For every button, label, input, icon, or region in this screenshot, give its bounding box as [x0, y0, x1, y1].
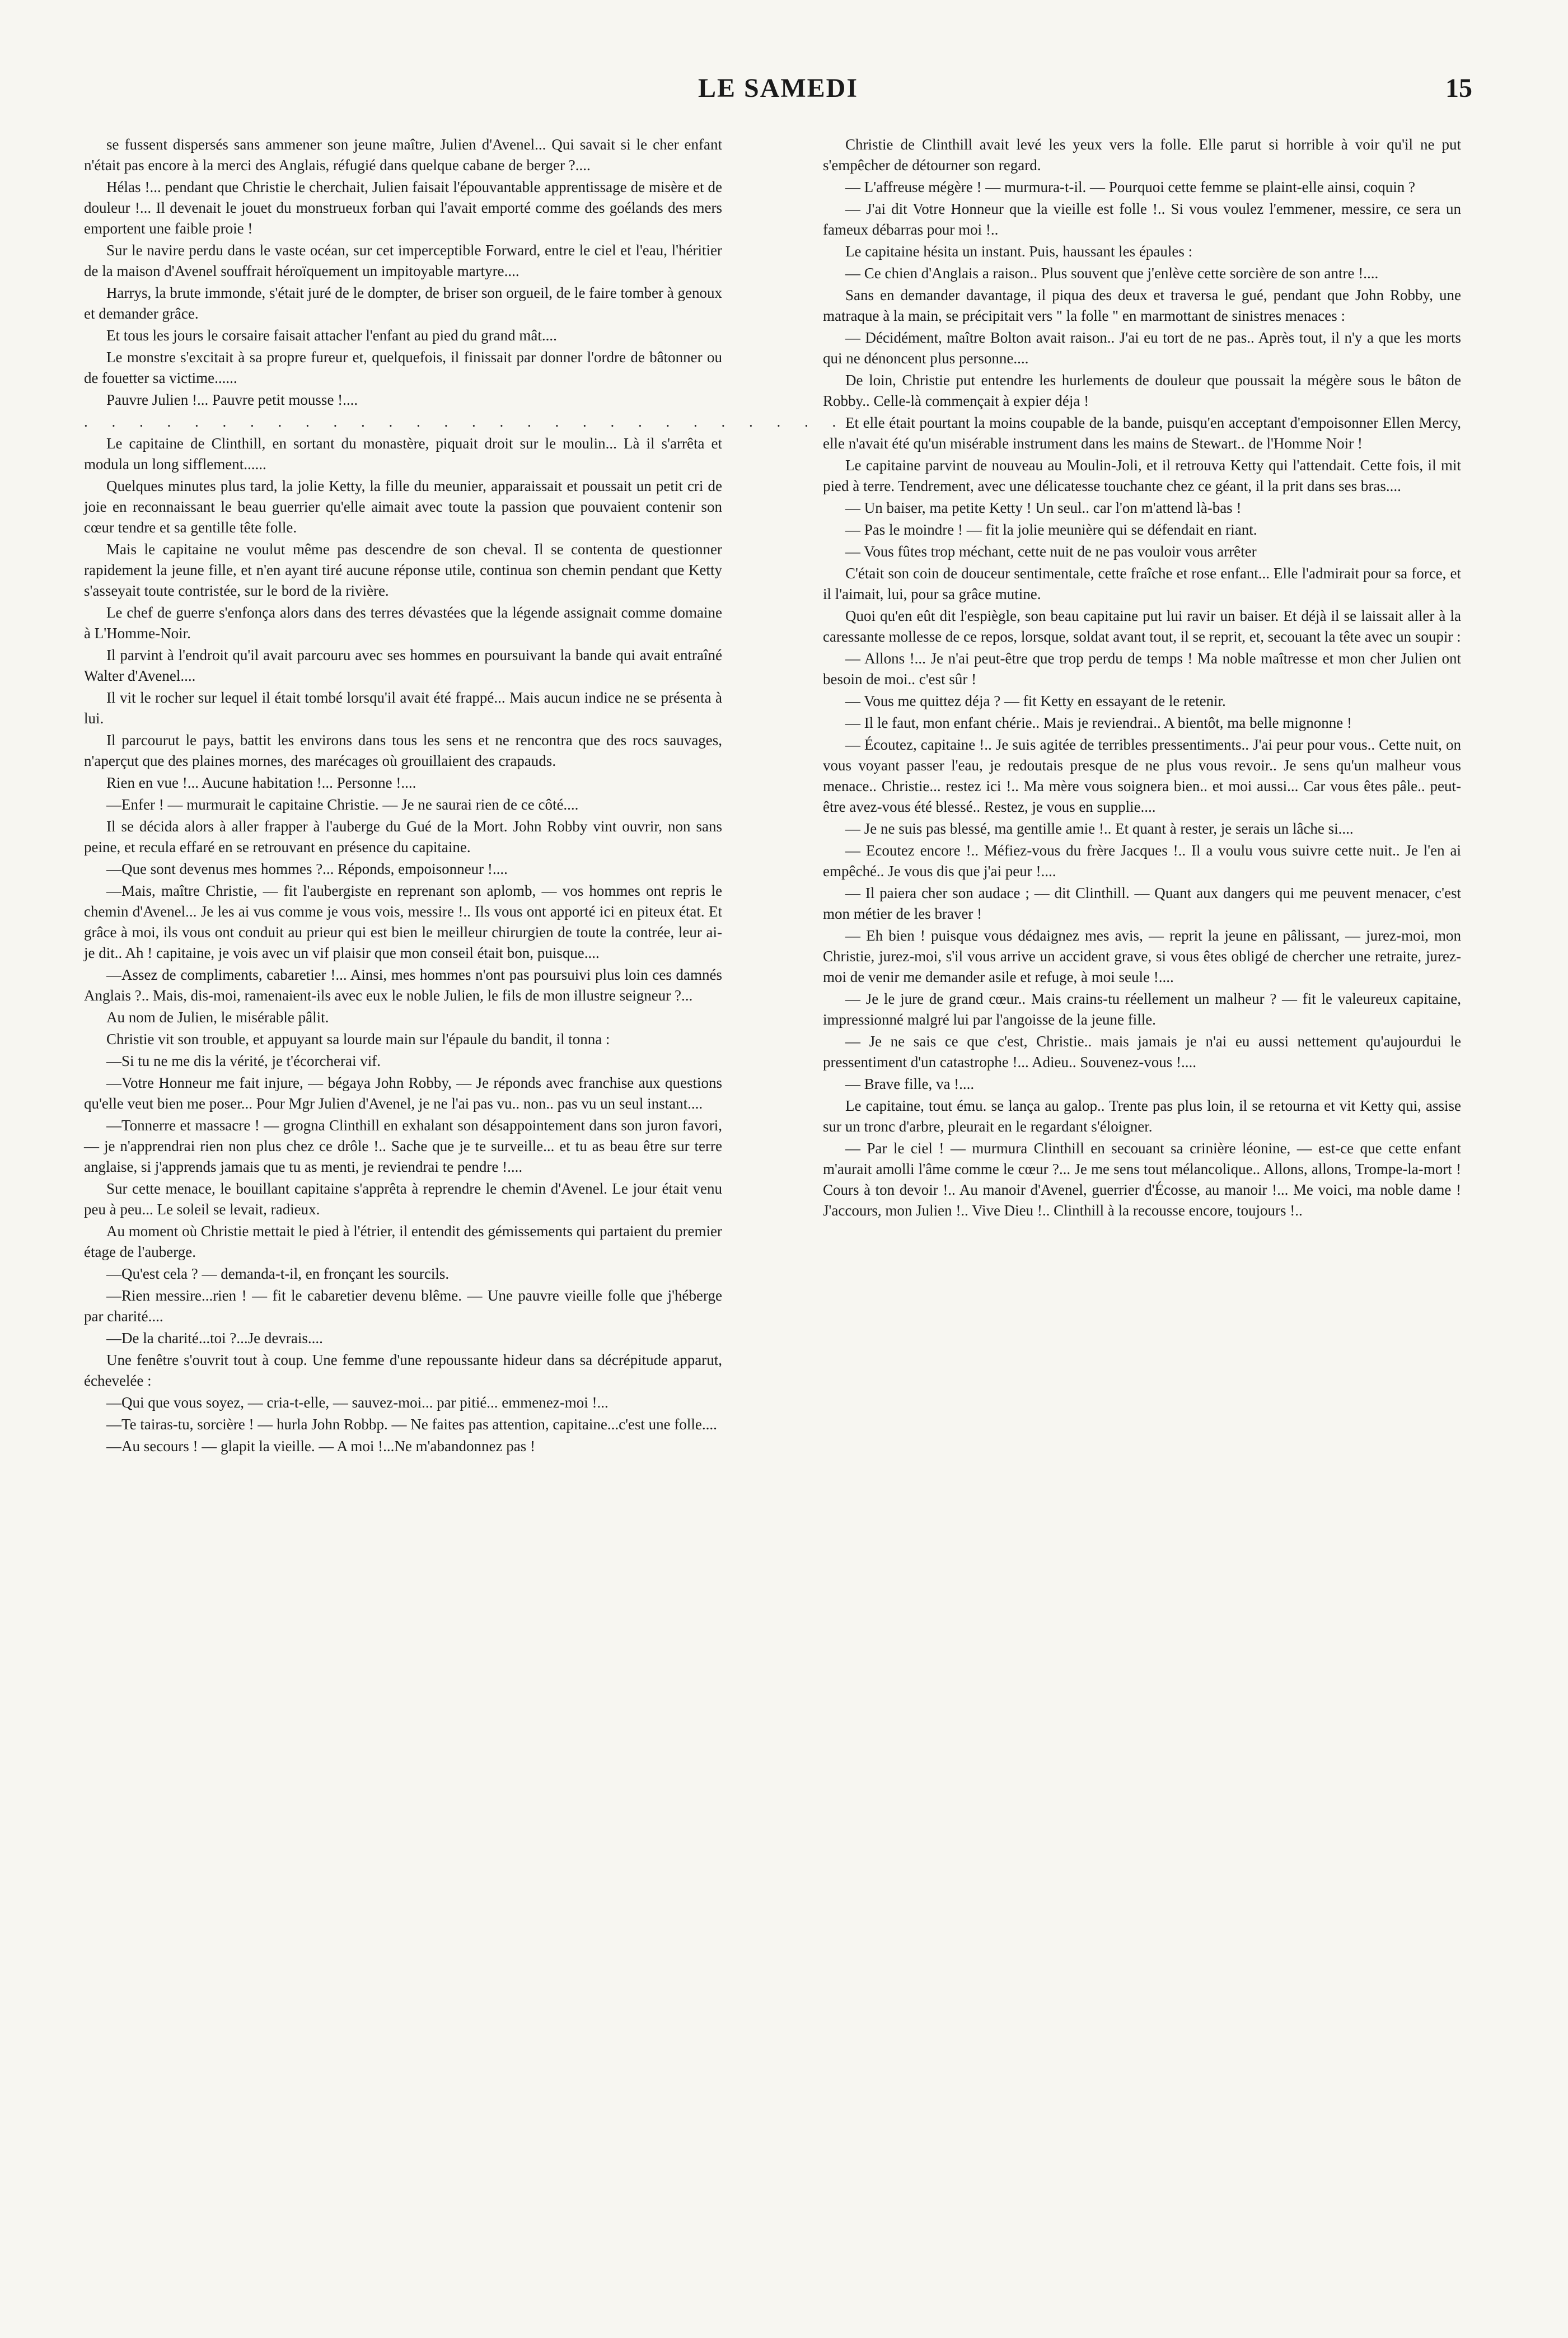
- paragraph: Rien en vue !... Aucune habitation !... Personne !....: [106, 774, 416, 791]
- right-column: [823, 134, 1461, 1222]
- paragraph: Le capitaine de Clinthill, en sortant du monastère, piquait droit sur le moulin... Là il s'arrêta et modula un long sifflement......: [84, 435, 722, 473]
- paragraph: — L'affreuse mégère ! — murmura-t-il. — Pourquoi cette femme se plaint-elle ainsi, coquin ?: [845, 179, 1416, 195]
- paragraph: — J'ai dit Votre Honneur que la vieille est folle !.. Si vous voulez l'emmener, messire, ce sera un fameux débarras pour moi !..: [823, 200, 1461, 238]
- paragraph: —Au secours ! — glapit la vieille. — A moi !...Ne m'abandonnez pas !: [106, 1438, 535, 1455]
- paragraph: Il vit le rocher sur lequel il était tombé lorsqu'il avait été frappé... Mais aucun indice ne se présenta à lui.: [84, 689, 722, 727]
- paragraph: Au nom de Julien, le misérable pâlit.: [106, 1009, 329, 1026]
- paragraph: Il se décida alors à aller frapper à l'auberge du Gué de la Mort. John Robby vint ouvrir, non sans peine, et recula effaré en se retrouvant en présence du capitaine.: [84, 818, 722, 855]
- left-column: [84, 134, 846, 1458]
- paragraph: Et tous les jours le corsaire faisait attacher l'enfant au pied du grand mât....: [106, 327, 557, 344]
- paragraph: —Rien messire...rien ! — fit le cabaretier devenu blême. — Une pauvre vieille folle que j'héberge par charité....: [84, 1287, 722, 1325]
- paragraph: —Qui que vous soyez, — cria-t-elle, — sauvez-moi... par pitié... emmenez-moi !...: [106, 1394, 609, 1411]
- paragraph: —Qu'est cela ? — demanda-t-il, en fronçant les sourcils.: [106, 1265, 450, 1282]
- paragraph: Une fenêtre s'ouvrit tout à coup. Une femme d'une repoussante hideur dans sa décrépitude apparut, échevelée :: [84, 1352, 722, 1389]
- page-header: [84, 73, 1472, 106]
- paragraph: — Eh bien ! puisque vous dédaignez mes avis, — reprit la jeune en pâlissant, — jurez-moi, mon Christie, jurez-moi, s'il vous arrive un accident grave, si vous êtes obligé de chercher une retraite, jurez-moi de venir me demander asile et refuge, à moi seule !....: [823, 927, 1461, 985]
- paragraph: C'était son coin de douceur sentimentale, cette fraîche et rose enfant... Elle l'admirait pour sa force, et il l'aimait, lui, pour sa grâce mutine.: [823, 565, 1461, 602]
- paragraph: Au moment où Christie mettait le pied à l'étrier, il entendit des gémissements qui partaient du premier étage de l'auberge.: [84, 1223, 722, 1260]
- paragraph: —Te tairas-tu, sorcière ! — hurla John Robbp. — Ne faites pas attention, capitaine...c'est une folle....: [106, 1416, 717, 1433]
- paragraph: Le chef de guerre s'enfonça alors dans des terres dévastées que la légende assignait comme domaine à L'Homme-Noir.: [84, 604, 722, 642]
- paragraph: Christie vit son trouble, et appuyant sa lourde main sur l'épaule du bandit, il tonna :: [106, 1031, 610, 1048]
- page-title: LE SAMEDI: [698, 73, 859, 103]
- paragraph: Le capitaine, tout ému. se lança au galop.. Trente pas plus loin, il se retourna et vit Ketty qui, assise sur un tronc d'arbre, pleurait en le regardant s'éloigner.: [823, 1097, 1461, 1135]
- paragraph: Le monstre s'excitait à sa propre fureur et, quelquefois, il finissait par donner l'ordre de bâtonner ou de fouetter sa victime......: [84, 349, 722, 386]
- paragraph: — Brave fille, va !....: [845, 1076, 975, 1092]
- paragraph: —Tonnerre et massacre ! — grogna Clinthill en exhalant son désappointement dans son juron favori, — je n'apprendrai rien non plus chez ce drôle !.. Sache que je te surveille... et tu as beau être sur terre anglaise, si j'apprends jamais que tu as menti, je reviendrai te pendre !....: [84, 1117, 722, 1175]
- paragraph: Sur le navire perdu dans le vaste océan, sur cet imperceptible Forward, entre le ciel et l'eau, l'héritier de la maison d'Avenel souffrait héroïquement un impitoyable martyre....: [84, 242, 722, 279]
- paragraph: —Mais, maître Christie, — fit l'aubergiste en reprenant son aplomb, — vos hommes ont repris le chemin d'Avenel... Je les ai vus comme je vous vois, messire !.. Ils vous ont apporté ici en piteux état. Et grâce à moi, ils vous ont conduit au prieur qui est bien le meilleur chirurgien de toute la contrée, leur ai-je dit.. Ah ! capitaine, je vois avec un vif plaisir que mon conseil était bon, puisque....: [84, 882, 722, 961]
- paragraph: — Je ne sais ce que c'est, Christie.. mais jamais je n'ai eu aussi nettement qu'aujourdui le pressentiment d'un catastrophe !... Adieu.. Souvenez-vous !....: [823, 1033, 1461, 1070]
- paragraph: —Enfer ! — murmurait le capitaine Christie. — Je ne saurai rien de ce côté....: [106, 796, 579, 813]
- paragraph: se fussent dispersés sans ammener son jeune maître, Julien d'Avenel... Qui savait si le cher enfant n'était pas encore à la merci des Anglais, réfugié dans quelque cabane de berger ?....: [84, 136, 722, 174]
- paragraph: Mais le capitaine ne voulut même pas descendre de son cheval. Il se contenta de questionner rapidement la jeune fille, et n'en ayant tiré aucune réponse utile, continua son chemin pendant que Ketty s'asseyait toute contristée, sur le bord de la rivière.: [84, 541, 722, 599]
- paragraph: Harrys, la brute immonde, s'était juré de le dompter, de briser son orgueil, de le faire tomber à genoux et demander grâce.: [84, 284, 722, 322]
- paragraph: . . . . . . . . . . . . . . . . . . . . . . . . . . . .: [84, 413, 846, 430]
- paragraph: — Je ne suis pas blessé, ma gentille amie !.. Et quant à rester, je serais un lâche si....: [845, 820, 1354, 837]
- paragraph: — Pas le moindre ! — fit la jolie meunière qui se défendait en riant.: [845, 521, 1257, 538]
- paragraph: —De la charité...toi ?...Je devrais....: [106, 1330, 323, 1346]
- paragraph: —Que sont devenus mes hommes ?... Réponds, empoisonneur !....: [106, 861, 508, 877]
- paragraph: Il parvint à l'endroit qu'il avait parcouru avec ses hommes en poursuivant la bande qui avait entraîné Walter d'Avenel....: [84, 647, 722, 684]
- paragraph: Il parcourut le pays, battit les environs dans tous les sens et ne rencontra que des rocs sauvages, n'aperçut que des plaines mornes, des marécages où grouillaient des crapauds.: [84, 732, 722, 769]
- page-number: 15: [1445, 73, 1472, 103]
- paragraph: Le capitaine parvint de nouveau au Moulin-Joli, et il retrouva Ketty qui l'attendait. Cette fois, il mit pied à terre. Tendrement, avec une délicatesse touchante chez ce géant, il la prit dans ses bras....: [823, 457, 1461, 494]
- paragraph: — Écoutez, capitaine !.. Je suis agitée de terribles pressentiments.. J'ai peur pour vous.. Cette nuit, on vous voyant passer l'eau, je redoutais presque de ne plus vous revoir.. Je sens qu'un malheur vous menace.. Christie... restez ici !.. Ma mère vous soignera bien.. et moi aussi... Car vous êtes pâle.. peut-être avez-vous été blessé.. Restez, je vous en supplie....: [823, 736, 1461, 815]
- paragraph: Quelques minutes plus tard, la jolie Ketty, la fille du meunier, apparaissait et poussait un petit cri de joie en reconnaissant le beau guerrier qu'elle aimait avec toute la passion que pouvaient contenir son cœur tendre et sa gentille tête folle.: [84, 478, 722, 536]
- paragraph: — Allons !... Je n'ai peut-être que trop perdu de temps ! Ma noble maîtresse et mon cher Julien ont besoin de moi.. c'est sûr !: [823, 650, 1461, 688]
- paragraph: — Il paiera cher son audace ; — dit Clinthill. — Quant aux dangers qui me peuvent menacer, c'est mon métier de les braver !: [823, 885, 1461, 922]
- paragraph: — Je le jure de grand cœur.. Mais crains-tu réellement un malheur ? — fit le valeureux capitaine, impressionné malgré lui par l'angoisse de la jeune fille.: [823, 990, 1461, 1028]
- paragraph: Quoi qu'en eût dit l'espiègle, son beau capitaine put lui ravir un baiser. Et déjà il se laissait aller à la caressante mollesse de ce repos, lorsque, soldat avant tout, il se reprit, et, secouant la tête avec un soupir :: [823, 607, 1461, 645]
- paragraph: — Vous fûtes trop méchant, cette nuit de ne pas vouloir vous arrêter: [845, 543, 1257, 560]
- paragraph: — Décidément, maître Bolton avait raison.. J'ai eu tort de ne pas.. Après tout, il n'y a que les morts qui ne dénoncent plus personne....: [823, 329, 1461, 367]
- paragraph: — Vous me quittez déja ? — fit Ketty en essayant de le retenir.: [845, 693, 1226, 709]
- paragraph: —Si tu ne me dis la vérité, je t'écorcherai vif.: [106, 1053, 381, 1069]
- paragraph: —Votre Honneur me fait injure, — bégaya John Robby, — Je réponds avec franchise aux questions qu'elle veut bien me poser... Pour Mgr Julien d'Avenel, je ne l'ai pas vu.. non.. pas vu un seul instant....: [84, 1074, 722, 1112]
- paragraph: Hélas !... pendant que Christie le cherchait, Julien faisait l'épouvantable apprentissage de misère et de douleur !... Il devenait le jouet du monstrueux forban qui l'avait emporté comme des goélands des mers emportent une faible proie !: [84, 179, 722, 237]
- paragraph: — Il le faut, mon enfant chérie.. Mais je reviendrai.. A bientôt, ma belle mignonne !: [845, 714, 1352, 731]
- paragraph: Christie de Clinthill avait levé les yeux vers la folle. Elle parut si horrible à voir qu'il ne put s'empêcher de détourner son regard.: [823, 136, 1461, 174]
- paragraph: De loin, Christie put entendre les hurlements de douleur que poussait la mégère sous le bâton de Robby.. Celle-là commençait à expier déja !: [823, 372, 1461, 409]
- paragraph: Le capitaine hésita un instant. Puis, haussant les épaules :: [845, 243, 1193, 260]
- paragraph: Sans en demander davantage, il piqua des deux et traversa le gué, pendant que John Robby, une matraque à la main, se précipitait vers " la folle " en marmottant de sinistres menaces :: [823, 287, 1461, 324]
- paragraph: — Un baiser, ma petite Ketty ! Un seul.. car l'on m'attend là-bas !: [845, 499, 1242, 516]
- paragraph: Pauvre Julien !... Pauvre petit mousse !....: [106, 391, 358, 408]
- paragraph: Sur cette menace, le bouillant capitaine s'apprêta à reprendre le chemin d'Avenel. Le jour était venu peu à peu... Le soleil se levait, radieux.: [84, 1180, 722, 1218]
- paragraph: — Ce chien d'Anglais a raison.. Plus souvent que j'enlève cette sorcière de son antre !....: [845, 265, 1379, 282]
- paragraph: —Assez de compliments, cabaretier !... Ainsi, mes hommes n'ont pas poursuivi plus loin ces damnés Anglais ?.. Mais, dis-moi, ramenaient-ils avec eux le noble Julien, le fils de mon illustre seigneur ?...: [84, 966, 722, 1004]
- paragraph: — Par le ciel ! — murmura Clinthill en secouant sa crinière léonine, — est-ce que cette enfant m'aurait amolli l'âme comme le cœur ?... Je me sens tout mélancolique.. Allons, allons, Trompe-la-mort ! Cours à ton devoir !.. Au manoir d'Avenel, guerrier d'Écosse, au manoir !... Me voici, ma noble dame ! J'accours, mon Julien !.. Vive Dieu !.. Clinthill à la recousse encore, toujours !..: [823, 1140, 1461, 1219]
- paragraph: — Ecoutez encore !.. Méfiez-vous du frère Jacques !.. Il a voulu vous suivre cette nuit.. Je l'en ai empêché.. Je vous dis que j'ai peur !....: [823, 842, 1461, 880]
- paragraph: Et elle était pourtant la moins coupable de la bande, puisqu'en acceptant d'empoisonner Ellen Mercy, elle n'avait été qu'un misérable instrument dans les mains de Stewart.. de l'Homme Noir !: [823, 414, 1461, 452]
